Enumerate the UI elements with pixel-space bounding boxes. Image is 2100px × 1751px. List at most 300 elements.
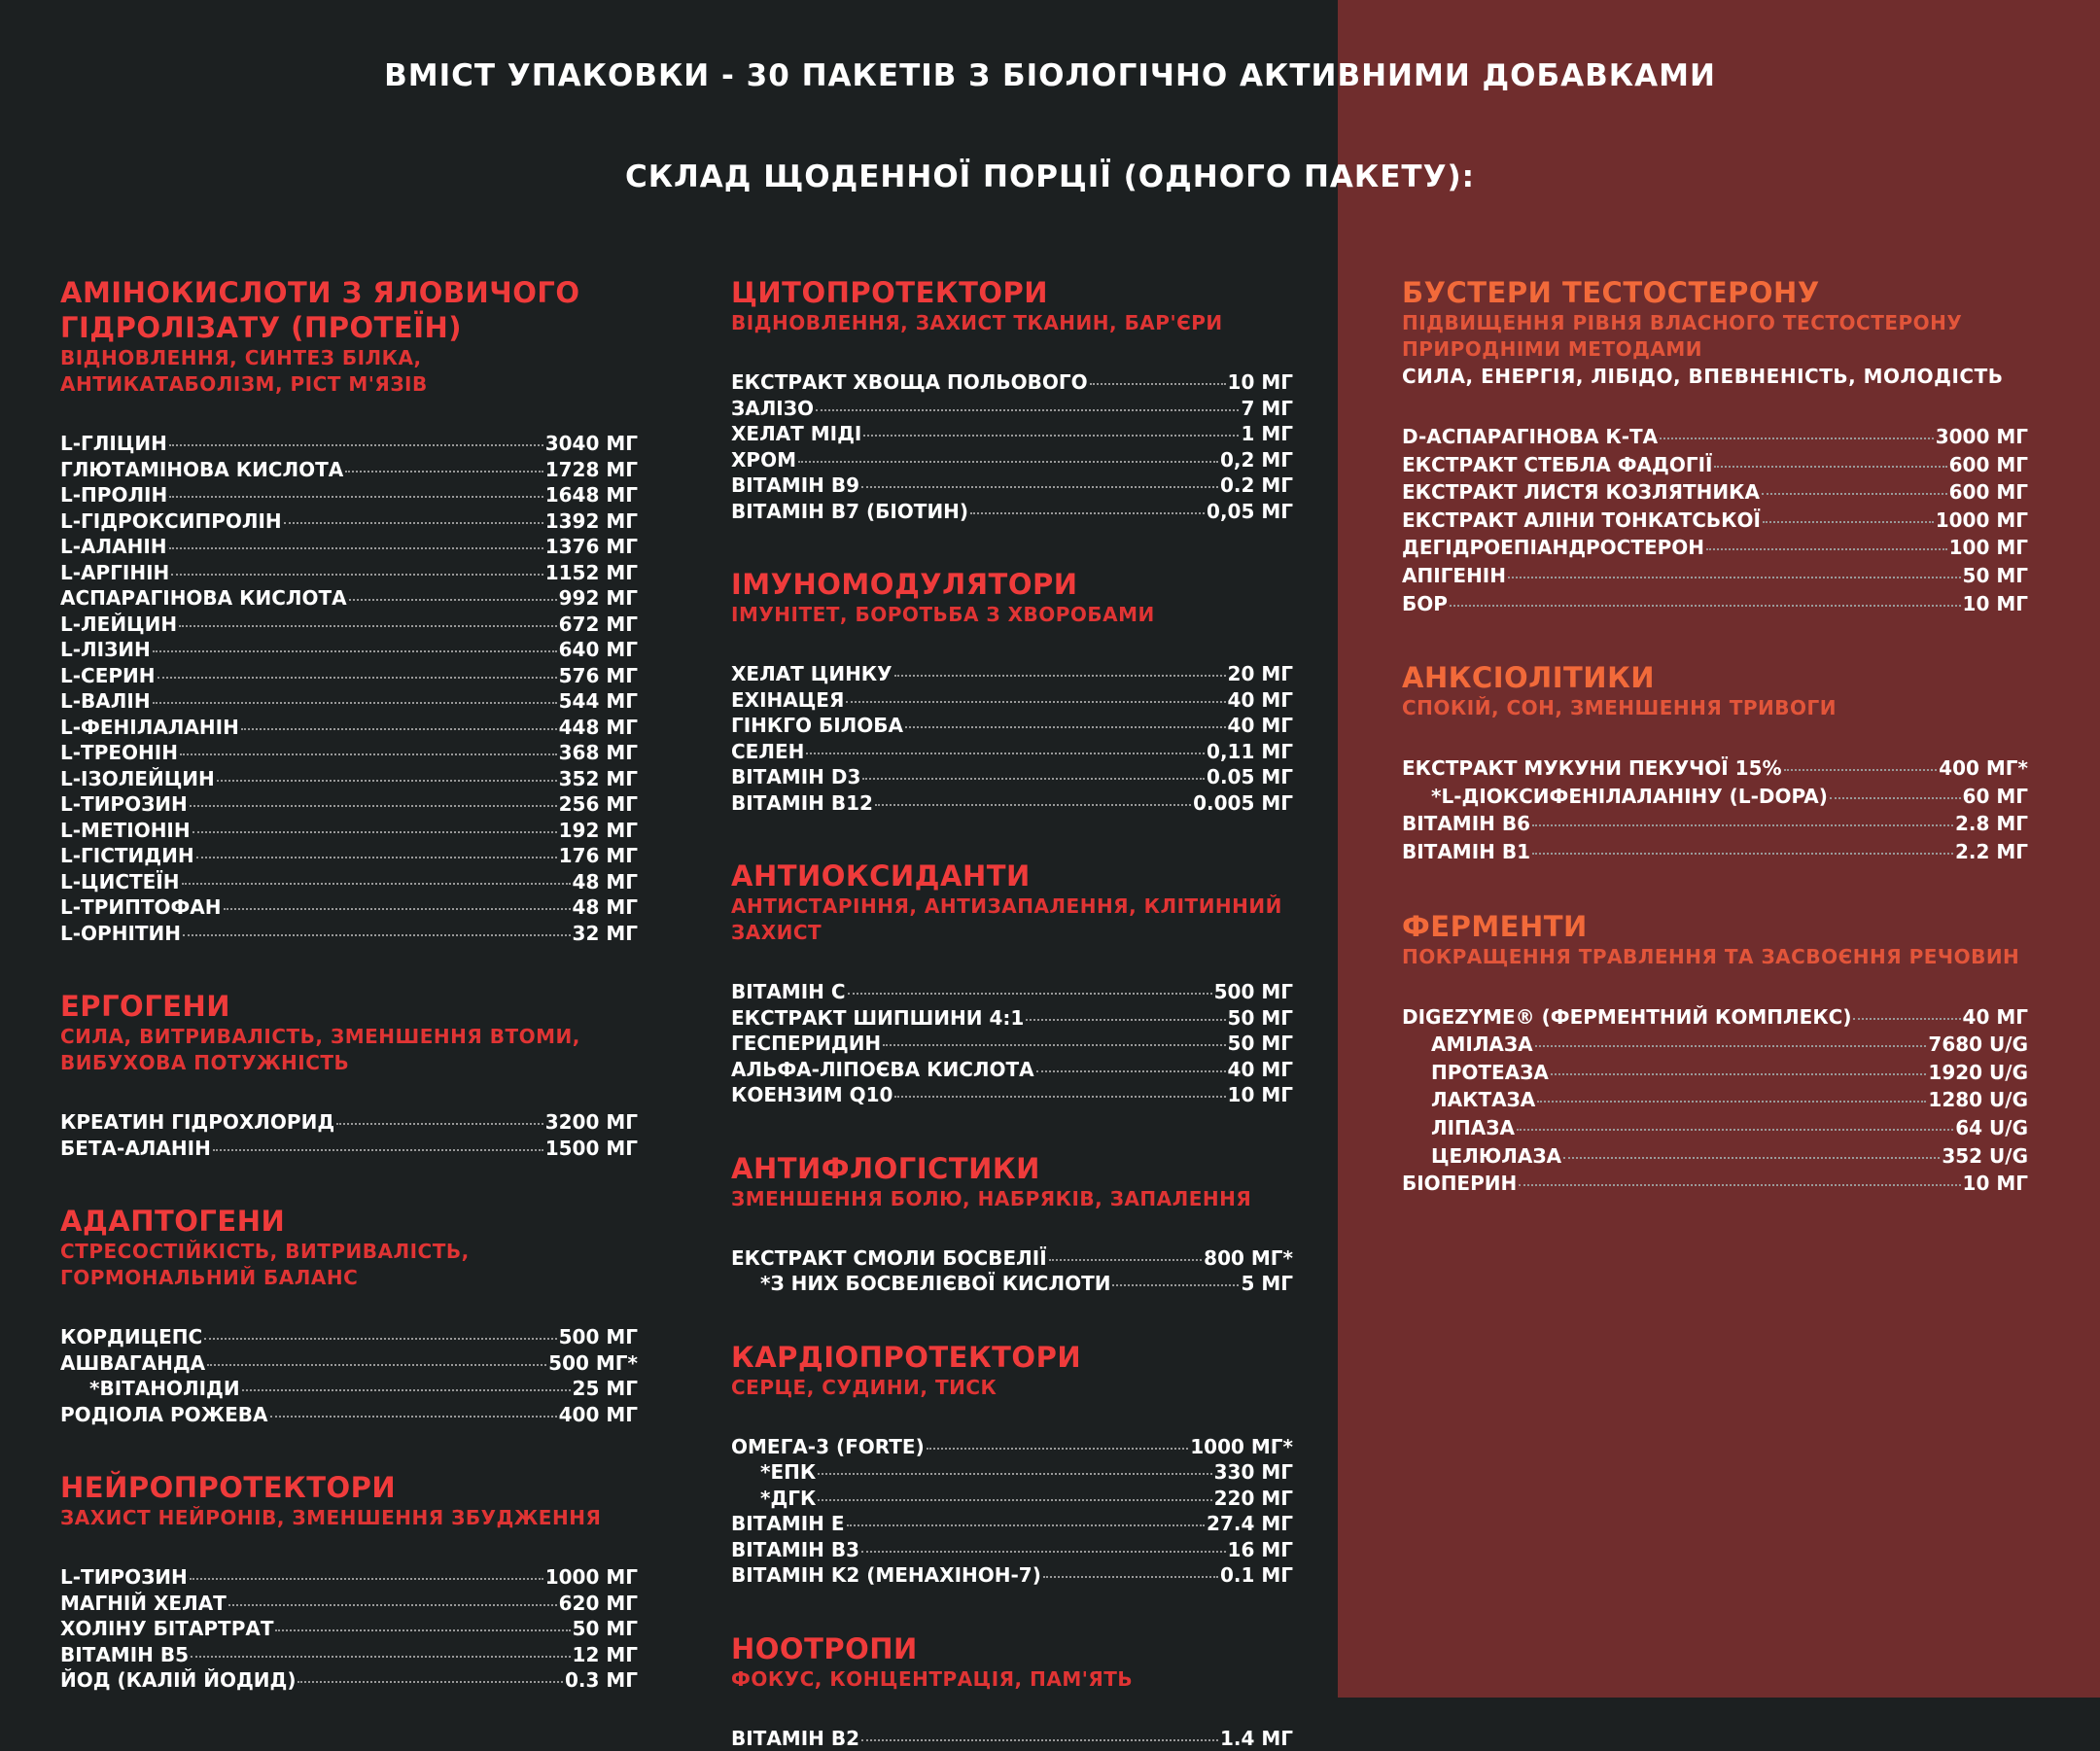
ingredient-row bbox=[60, 715, 638, 741]
ingredient-row bbox=[60, 1350, 638, 1377]
ingredient-name: ХЕЛАТ МІДІ bbox=[731, 421, 861, 447]
section-gap bbox=[731, 1589, 1293, 1631]
ingredient-name: L-МЕТІОНІН bbox=[60, 818, 191, 844]
ingredient-row bbox=[1402, 1003, 2028, 1032]
dot-leader bbox=[883, 1044, 1225, 1046]
ingredient-dose: 500 МГ bbox=[559, 1324, 638, 1350]
dot-leader bbox=[336, 1123, 543, 1125]
ingredient-row bbox=[731, 1082, 1293, 1108]
ingredient-row bbox=[60, 1564, 638, 1591]
section-subtitle: ПІДВИЩЕННЯ РІВНЯ ВЛАСНОГО ТЕСТОСТЕРОНУ ПРИРОДНІМИ МЕТОДАМИ bbox=[1402, 310, 2028, 363]
ingredient-row bbox=[60, 637, 638, 663]
ingredient-row bbox=[60, 843, 638, 869]
ingredient-row bbox=[60, 1109, 638, 1136]
ingredient-row bbox=[1402, 1114, 2028, 1142]
dot-leader bbox=[1762, 493, 1947, 495]
ingredient-row bbox=[1402, 838, 2028, 866]
dot-leader bbox=[1660, 438, 1934, 439]
ingredient-name: ЕКСТРАКТ СМОЛИ БОСВЕЛІЇ bbox=[731, 1245, 1047, 1272]
ingredient-name: АШВАГАНДА bbox=[60, 1350, 205, 1377]
ingredient-row bbox=[731, 764, 1293, 790]
ingredient-row bbox=[731, 661, 1293, 687]
section-gap bbox=[731, 816, 1293, 858]
ingredient-row bbox=[60, 740, 638, 766]
ingredient-row bbox=[60, 431, 638, 457]
dot-leader bbox=[1551, 1073, 1927, 1075]
ingredient-row bbox=[60, 612, 638, 638]
ingredient-dose: 1920 U/G bbox=[1928, 1059, 2028, 1087]
section-subtitle: ФОКУС, КОНЦЕНТРАЦІЯ, ПАМ'ЯТЬ bbox=[731, 1666, 1293, 1693]
ingredient-row bbox=[731, 687, 1293, 714]
section-gap bbox=[731, 524, 1293, 567]
ingredient-row bbox=[60, 818, 638, 844]
ingredient-section bbox=[731, 1340, 1293, 1589]
ingredient-name: *ДГК bbox=[760, 1486, 816, 1512]
ingredient-name: ГІНКГО БІЛОБА bbox=[731, 713, 903, 739]
ingredient-row bbox=[731, 421, 1293, 447]
ingredient-dose: 576 МГ bbox=[559, 663, 638, 689]
ingredient-row bbox=[60, 457, 638, 483]
section-subtitle: ІМУНІТЕТ, БОРОТЬБА З ХВОРОБАМИ bbox=[731, 602, 1293, 628]
section-subtitle: АНТИСТАРІННЯ, АНТИЗАПАЛЕННЯ, КЛІТИННИЙ ЗАХИСТ bbox=[731, 893, 1293, 946]
column-3 bbox=[1402, 275, 2028, 1198]
dot-leader bbox=[228, 1604, 557, 1606]
ingredient-dose: 40 МГ bbox=[1228, 1057, 1293, 1083]
dot-leader bbox=[190, 1578, 543, 1580]
section-title: ФЕРМЕНТИ bbox=[1402, 909, 2028, 944]
ingredient-row bbox=[60, 534, 638, 560]
ingredient-row bbox=[1402, 478, 2028, 507]
ingredient-row bbox=[60, 585, 638, 612]
ingredient-dose: 2.8 МГ bbox=[1955, 810, 2028, 838]
dot-leader bbox=[1763, 521, 1934, 523]
ingredient-row bbox=[731, 1511, 1293, 1537]
ingredient-dose: 10 МГ bbox=[1963, 1170, 2028, 1198]
ingredient-name: АСПАРАГІНОВА КИСЛОТА bbox=[60, 585, 347, 612]
ingredient-row bbox=[1402, 423, 2028, 451]
ingredient-name: ВІТАМІН B1 bbox=[1402, 838, 1530, 866]
ingredient-name: L-ІЗОЛЕЙЦИН bbox=[60, 766, 215, 792]
ingredient-name: ЕКСТРАКТ ХВОЩА ПОЛЬОВОГО bbox=[731, 369, 1088, 396]
ingredient-list bbox=[60, 1109, 638, 1161]
ingredient-name: DIGEZYME® (ФЕРМЕНТНИЙ КОМПЛЕКС) bbox=[1402, 1003, 1851, 1032]
column-2 bbox=[731, 275, 1293, 1751]
ingredient-row bbox=[60, 1136, 638, 1162]
dot-leader bbox=[1508, 577, 1961, 578]
ingredient-dose: 0.005 МГ bbox=[1193, 790, 1293, 817]
ingredient-dose: 640 МГ bbox=[559, 637, 638, 663]
section-title: АНТИФЛОГІСТИКИ bbox=[731, 1151, 1293, 1186]
ingredient-row bbox=[60, 766, 638, 792]
ingredient-row bbox=[731, 1057, 1293, 1083]
ingredient-name: L-ЛІЗИН bbox=[60, 637, 151, 663]
ingredient-name: ЦЕЛЮЛАЗА bbox=[1431, 1142, 1561, 1171]
ingredient-name: ХРОМ bbox=[731, 447, 796, 473]
dot-leader bbox=[1532, 853, 1953, 855]
ingredient-name: АЛЬФА-ЛІПОЄВА КИСЛОТА bbox=[731, 1057, 1034, 1083]
ingredient-row bbox=[731, 473, 1293, 499]
ingredient-name: ВІТАМІН B5 bbox=[60, 1642, 189, 1668]
dot-leader bbox=[1036, 1070, 1226, 1072]
ingredient-name: ВІТАМІН B7 (БІОТИН) bbox=[731, 499, 968, 525]
ingredient-name: L-ВАЛІН bbox=[60, 688, 151, 715]
dot-leader bbox=[275, 1629, 570, 1631]
ingredient-row bbox=[1402, 810, 2028, 838]
ingredient-list bbox=[1402, 1003, 2028, 1198]
dot-leader bbox=[818, 1499, 1211, 1501]
dot-leader bbox=[190, 805, 557, 807]
ingredient-dose: 600 МГ bbox=[1949, 478, 2028, 507]
dot-leader bbox=[1112, 1284, 1239, 1286]
dot-leader bbox=[798, 461, 1218, 463]
dot-leader bbox=[180, 753, 557, 755]
ingredient-list bbox=[731, 979, 1293, 1108]
ingredient-row bbox=[731, 1005, 1293, 1032]
dot-leader bbox=[183, 934, 571, 936]
section-title: НООТРОПИ bbox=[731, 1631, 1293, 1666]
ingredient-dose: 1392 МГ bbox=[545, 508, 638, 535]
ingredient-name: ХОЛІНУ БІТАРТРАТ bbox=[60, 1616, 273, 1642]
section-title: НЕЙРОПРОТЕКТОРИ bbox=[60, 1470, 638, 1505]
ingredient-name: *ВІТАНОЛІДИ bbox=[89, 1376, 240, 1402]
dot-leader bbox=[191, 1656, 571, 1658]
ingredient-dose: 50 МГ bbox=[573, 1616, 638, 1642]
ingredient-list bbox=[731, 1245, 1293, 1297]
ingredient-dose: 220 МГ bbox=[1214, 1486, 1293, 1512]
ingredient-dose: 48 МГ bbox=[573, 894, 638, 921]
ingredient-name: L-ТИРОЗИН bbox=[60, 1564, 188, 1591]
ingredient-list bbox=[60, 431, 638, 946]
ingredient-row bbox=[60, 688, 638, 715]
dot-leader bbox=[818, 1473, 1211, 1475]
ingredient-name: ЛАКТАЗА bbox=[1431, 1086, 1535, 1114]
ingredient-dose: 1280 U/G bbox=[1928, 1086, 2028, 1114]
ingredient-name: КОЕНЗИМ Q10 bbox=[731, 1082, 892, 1108]
ingredient-name: ЕКСТРАКТ МУКУНИ ПЕКУЧОЇ 15% bbox=[1402, 754, 1782, 783]
ingredient-name: ВІТАМІН B12 bbox=[731, 790, 873, 817]
dot-leader bbox=[863, 435, 1239, 437]
ingredient-row bbox=[60, 1591, 638, 1617]
ingredient-row bbox=[731, 447, 1293, 473]
ingredient-dose: 10 МГ bbox=[1228, 369, 1293, 396]
ingredient-row bbox=[60, 1402, 638, 1428]
dot-leader bbox=[1517, 1129, 1953, 1131]
ingredient-dose: 7680 U/G bbox=[1928, 1031, 2028, 1059]
section-subtitle: СПОКІЙ, СОН, ЗМЕНШЕННЯ ТРИВОГИ bbox=[1402, 695, 2028, 721]
ingredient-name: L-ГІДРОКСИПРОЛІН bbox=[60, 508, 282, 535]
ingredient-row bbox=[60, 894, 638, 921]
dot-leader bbox=[861, 1739, 1218, 1741]
dot-leader bbox=[861, 486, 1218, 488]
ingredient-row bbox=[60, 508, 638, 535]
ingredient-name: ЕХІНАЦЕЯ bbox=[731, 687, 844, 714]
ingredient-row bbox=[60, 791, 638, 818]
ingredient-list bbox=[731, 661, 1293, 816]
ingredient-row bbox=[60, 921, 638, 947]
ingredient-section bbox=[1402, 275, 2028, 617]
ingredient-name: *ЕПК bbox=[760, 1459, 816, 1486]
dot-leader bbox=[224, 908, 571, 910]
ingredient-name: L-ГЛІЦИН bbox=[60, 431, 167, 457]
ingredient-section bbox=[60, 1470, 638, 1694]
ingredient-section bbox=[731, 1151, 1293, 1297]
ingredient-name: ЕКСТРАКТ ЛИСТЯ КОЗЛЯТНИКА bbox=[1402, 478, 1760, 507]
section-gap bbox=[60, 1427, 638, 1470]
dot-leader bbox=[158, 677, 557, 679]
ingredient-name: ПРОТЕАЗА bbox=[1431, 1059, 1549, 1087]
ingredient-name: L-ГІСТИДИН bbox=[60, 843, 194, 869]
ingredient-row bbox=[731, 1562, 1293, 1589]
ingredient-name: БЕТА-АЛАНІН bbox=[60, 1136, 211, 1162]
ingredient-list bbox=[60, 1564, 638, 1694]
dot-leader bbox=[241, 728, 557, 730]
ingredient-row bbox=[731, 979, 1293, 1005]
ingredient-dose: 1728 МГ bbox=[545, 457, 638, 483]
dot-leader bbox=[217, 780, 557, 782]
ingredient-name: L-ТРЕОНІН bbox=[60, 740, 178, 766]
ingredient-row bbox=[731, 396, 1293, 422]
ingredient-name: ГЕСПЕРИДИН bbox=[731, 1031, 881, 1057]
dot-leader bbox=[1519, 1184, 1960, 1186]
ingredient-name: ЕКСТРАКТ АЛІНИ ТОНКАТСЬКОЇ bbox=[1402, 507, 1761, 535]
dot-leader bbox=[213, 1149, 543, 1151]
dot-leader bbox=[1532, 824, 1953, 826]
ingredient-name: КОРДИЦЕПС bbox=[60, 1324, 202, 1350]
ingredient-name: ВІТАМІН B3 bbox=[731, 1537, 859, 1563]
section-gap bbox=[731, 1108, 1293, 1151]
ingredient-dose: 330 МГ bbox=[1214, 1459, 1293, 1486]
ingredient-list bbox=[731, 369, 1293, 524]
ingredient-name: L-АЛАНІН bbox=[60, 534, 167, 560]
ingredient-row bbox=[1402, 1059, 2028, 1087]
section-title: ІМУНОМОДУЛЯТОРИ bbox=[731, 567, 1293, 602]
dot-leader bbox=[169, 444, 543, 446]
ingredient-dose: 50 МГ bbox=[1963, 562, 2028, 590]
ingredient-list bbox=[1402, 423, 2028, 617]
ingredient-row bbox=[1402, 534, 2028, 562]
ingredient-dose: 32 МГ bbox=[573, 921, 638, 947]
ingredient-row bbox=[60, 560, 638, 586]
ingredient-dose: 368 МГ bbox=[559, 740, 638, 766]
ingredient-row bbox=[731, 1271, 1293, 1297]
ingredient-name: L-АРГІНІН bbox=[60, 560, 169, 586]
ingredient-section bbox=[60, 275, 638, 946]
ingredient-dose: 7 МГ bbox=[1241, 396, 1293, 422]
section-subtitle: ВІДНОВЛЕННЯ, СИНТЕЗ БІЛКА, АНТИКАТАБОЛІЗМ, РІСТ М'ЯЗІВ bbox=[60, 345, 638, 398]
ingredient-dose: 0,05 МГ bbox=[1207, 499, 1293, 525]
dot-leader bbox=[1706, 548, 1947, 550]
dot-leader bbox=[862, 778, 1205, 780]
dot-leader bbox=[970, 512, 1205, 514]
section-gap bbox=[1402, 617, 2028, 660]
dot-leader bbox=[1537, 1101, 1926, 1103]
ingredient-section bbox=[60, 1204, 638, 1427]
ingredient-row bbox=[731, 1434, 1293, 1460]
ingredient-dose: 64 U/G bbox=[1955, 1114, 2028, 1142]
section-title: БУСТЕРИ ТЕСТОСТЕРОНУ bbox=[1402, 275, 2028, 310]
ingredient-row bbox=[60, 1376, 638, 1402]
ingredient-dose: 544 МГ bbox=[559, 688, 638, 715]
ingredient-name: L-ТИРОЗИН bbox=[60, 791, 188, 818]
ingredient-dose: 992 МГ bbox=[559, 585, 638, 612]
ingredient-row bbox=[60, 1616, 638, 1642]
dot-leader bbox=[169, 547, 543, 549]
ingredient-dose: 48 МГ bbox=[573, 869, 638, 895]
ingredient-list bbox=[60, 1324, 638, 1427]
ingredient-name: L-ОРНІТИН bbox=[60, 921, 181, 947]
ingredient-row bbox=[1402, 562, 2028, 590]
ingredient-dose: 2.2 МГ bbox=[1955, 838, 2028, 866]
dot-leader bbox=[894, 675, 1226, 677]
ingredient-section bbox=[731, 567, 1293, 816]
ingredient-dose: 352 МГ bbox=[559, 766, 638, 792]
section-gap bbox=[731, 1297, 1293, 1340]
dot-leader bbox=[1049, 1259, 1203, 1261]
dot-leader bbox=[1784, 769, 1938, 771]
ingredient-list bbox=[731, 1434, 1293, 1589]
ingredient-dose: 1.4 МГ bbox=[1220, 1726, 1293, 1751]
section-title: ЦИТОПРОТЕКТОРИ bbox=[731, 275, 1293, 310]
ingredient-section bbox=[60, 989, 638, 1161]
ingredient-row bbox=[731, 369, 1293, 396]
ingredient-dose: 600 МГ bbox=[1949, 451, 2028, 479]
dot-leader bbox=[196, 857, 557, 858]
dot-leader bbox=[1563, 1157, 1940, 1159]
ingredient-name: ДЕГІДРОЕПІАНДРОСТЕРОН bbox=[1402, 534, 1704, 562]
ingredient-dose: 500 МГ* bbox=[548, 1350, 638, 1377]
ingredient-row bbox=[731, 790, 1293, 817]
dot-leader bbox=[349, 599, 557, 601]
ingredient-section bbox=[731, 858, 1293, 1108]
dot-leader bbox=[1043, 1576, 1218, 1578]
ingredient-dose: 1376 МГ bbox=[545, 534, 638, 560]
section-subtitle: ЗАХИСТ НЕЙРОНІВ, ЗМЕНШЕННЯ ЗБУДЖЕННЯ bbox=[60, 1505, 638, 1531]
dot-leader bbox=[1450, 605, 1961, 607]
ingredient-name: L-ЦИСТЕЇН bbox=[60, 869, 180, 895]
dot-leader bbox=[298, 1681, 562, 1683]
ingredient-dose: 620 МГ bbox=[559, 1591, 638, 1617]
ingredient-dose: 25 МГ bbox=[573, 1376, 638, 1402]
section-subtitle: СЕРЦЕ, СУДИНИ, ТИСК bbox=[731, 1375, 1293, 1401]
page-subtitle: СКЛАД ЩОДЕННОЇ ПОРЦІЇ (ОДНОГО ПАКЕТУ): bbox=[0, 159, 2100, 194]
ingredient-name: РОДІОЛА РОЖЕВА bbox=[60, 1402, 268, 1428]
ingredient-row bbox=[60, 869, 638, 895]
ingredient-dose: 40 МГ bbox=[1963, 1003, 2028, 1032]
ingredient-name: АПІГЕНІН bbox=[1402, 562, 1506, 590]
ingredient-name: L-ФЕНІЛАЛАНІН bbox=[60, 715, 239, 741]
ingredient-row bbox=[731, 1031, 1293, 1057]
dot-leader bbox=[847, 1524, 1206, 1526]
ingredient-list bbox=[1402, 754, 2028, 865]
ingredient-dose: 0.05 МГ bbox=[1207, 764, 1293, 790]
dot-leader bbox=[1714, 466, 1946, 468]
ingredient-dose: 0.1 МГ bbox=[1220, 1562, 1293, 1589]
ingredient-dose: 800 МГ* bbox=[1204, 1245, 1293, 1272]
section-title: АМІНОКИСЛОТИ З ЯЛОВИЧОГО ГІДРОЛІЗАТУ (ПРОТЕЇН) bbox=[60, 275, 638, 345]
section-gap bbox=[60, 1161, 638, 1204]
column-1 bbox=[60, 275, 638, 1694]
ingredient-row bbox=[1402, 1170, 2028, 1198]
dot-leader bbox=[816, 409, 1240, 411]
ingredient-row bbox=[1402, 1086, 2028, 1114]
dot-leader bbox=[242, 1389, 571, 1391]
dot-leader bbox=[270, 1416, 557, 1418]
ingredient-dose: 100 МГ bbox=[1949, 534, 2028, 562]
ingredient-name: АМІЛАЗА bbox=[1431, 1031, 1533, 1059]
ingredient-dose: 1500 МГ bbox=[545, 1136, 638, 1162]
ingredient-name: ЕКСТРАКТ СТЕБЛА ФАДОГІЇ bbox=[1402, 451, 1712, 479]
ingredient-dose: 0.3 МГ bbox=[565, 1667, 638, 1694]
ingredient-row bbox=[731, 1245, 1293, 1272]
ingredient-dose: 10 МГ bbox=[1228, 1082, 1293, 1108]
ingredient-dose: 5 МГ bbox=[1241, 1271, 1293, 1297]
section-title: АДАПТОГЕНИ bbox=[60, 1204, 638, 1239]
ingredient-name: *З НИХ БОСВЕЛІЄВОЇ КИСЛОТИ bbox=[760, 1271, 1110, 1297]
dot-leader bbox=[284, 522, 543, 524]
ingredient-dose: 3200 МГ bbox=[545, 1109, 638, 1136]
ingredient-row bbox=[1402, 1142, 2028, 1171]
ingredient-section bbox=[731, 1631, 1293, 1751]
ingredient-row bbox=[731, 499, 1293, 525]
ingredient-dose: 1000 МГ* bbox=[1190, 1434, 1293, 1460]
ingredient-dose: 50 МГ bbox=[1228, 1031, 1293, 1057]
ingredient-dose: 500 МГ bbox=[1214, 979, 1293, 1005]
ingredient-row bbox=[731, 1459, 1293, 1486]
section-subtitle: ЗМЕНШЕННЯ БОЛЮ, НАБРЯКІВ, ЗАПАЛЕННЯ bbox=[731, 1186, 1293, 1212]
ingredient-name: ВІТАМІН B2 bbox=[731, 1726, 859, 1751]
dot-leader bbox=[171, 574, 542, 576]
dot-leader bbox=[1090, 383, 1226, 385]
ingredient-row bbox=[731, 1486, 1293, 1512]
ingredient-dose: 40 МГ bbox=[1228, 687, 1293, 714]
ingredient-dose: 400 МГ* bbox=[1939, 754, 2028, 783]
ingredient-dose: 448 МГ bbox=[559, 715, 638, 741]
ingredient-name: L-ПРОЛІН bbox=[60, 482, 167, 508]
dot-leader bbox=[1853, 1018, 1960, 1020]
ingredient-dose: 1000 МГ bbox=[545, 1564, 638, 1591]
section-title: АНТИОКСИДАНТИ bbox=[731, 858, 1293, 893]
ingredient-dose: 1 МГ bbox=[1241, 421, 1293, 447]
section-subtitle: СИЛА, ВИТРИВАЛІСТЬ, ЗМЕНШЕННЯ ВТОМИ, ВИБУХОВА ПОТУЖНІСТЬ bbox=[60, 1024, 638, 1076]
ingredient-dose: 20 МГ bbox=[1228, 661, 1293, 687]
dot-leader bbox=[169, 496, 542, 498]
ingredient-dose: 3040 МГ bbox=[545, 431, 638, 457]
dot-leader bbox=[1830, 797, 1961, 799]
ingredient-row bbox=[1402, 783, 2028, 811]
ingredient-dose: 16 МГ bbox=[1228, 1537, 1293, 1563]
page-title: ВМІСТ УПАКОВКИ - 30 ПАКЕТІВ З БІОЛОГІЧНО АКТИВНИМИ ДОБАВКАМИ bbox=[0, 58, 2100, 93]
ingredient-dose: 1648 МГ bbox=[545, 482, 638, 508]
dot-leader bbox=[182, 883, 571, 885]
section-title: КАРДІОПРОТЕКТОРИ bbox=[731, 1340, 1293, 1375]
ingredient-row bbox=[60, 1667, 638, 1694]
ingredient-dose: 1152 МГ bbox=[545, 560, 638, 586]
ingredient-dose: 400 МГ bbox=[559, 1402, 638, 1428]
section-benefits: СИЛА, ЕНЕРГІЯ, ЛІБІДО, ВПЕВНЕНІСТЬ, МОЛОДІСТЬ bbox=[1402, 363, 2028, 390]
dot-leader bbox=[905, 726, 1226, 728]
ingredient-dose: 10 МГ bbox=[1963, 590, 2028, 618]
ingredient-row bbox=[1402, 754, 2028, 783]
ingredient-name: L-ЛЕЙЦИН bbox=[60, 612, 177, 638]
ingredient-name: ВІТАМІН B9 bbox=[731, 473, 859, 499]
ingredient-name: ГЛЮТАМІНОВА КИСЛОТА bbox=[60, 457, 343, 483]
dot-leader bbox=[153, 702, 557, 704]
ingredient-dose: 176 МГ bbox=[559, 843, 638, 869]
ingredient-row bbox=[731, 1726, 1293, 1751]
ingredient-name: БОР bbox=[1402, 590, 1448, 618]
dot-leader bbox=[345, 471, 542, 473]
ingredient-name: ВІТАМІН D3 bbox=[731, 764, 860, 790]
